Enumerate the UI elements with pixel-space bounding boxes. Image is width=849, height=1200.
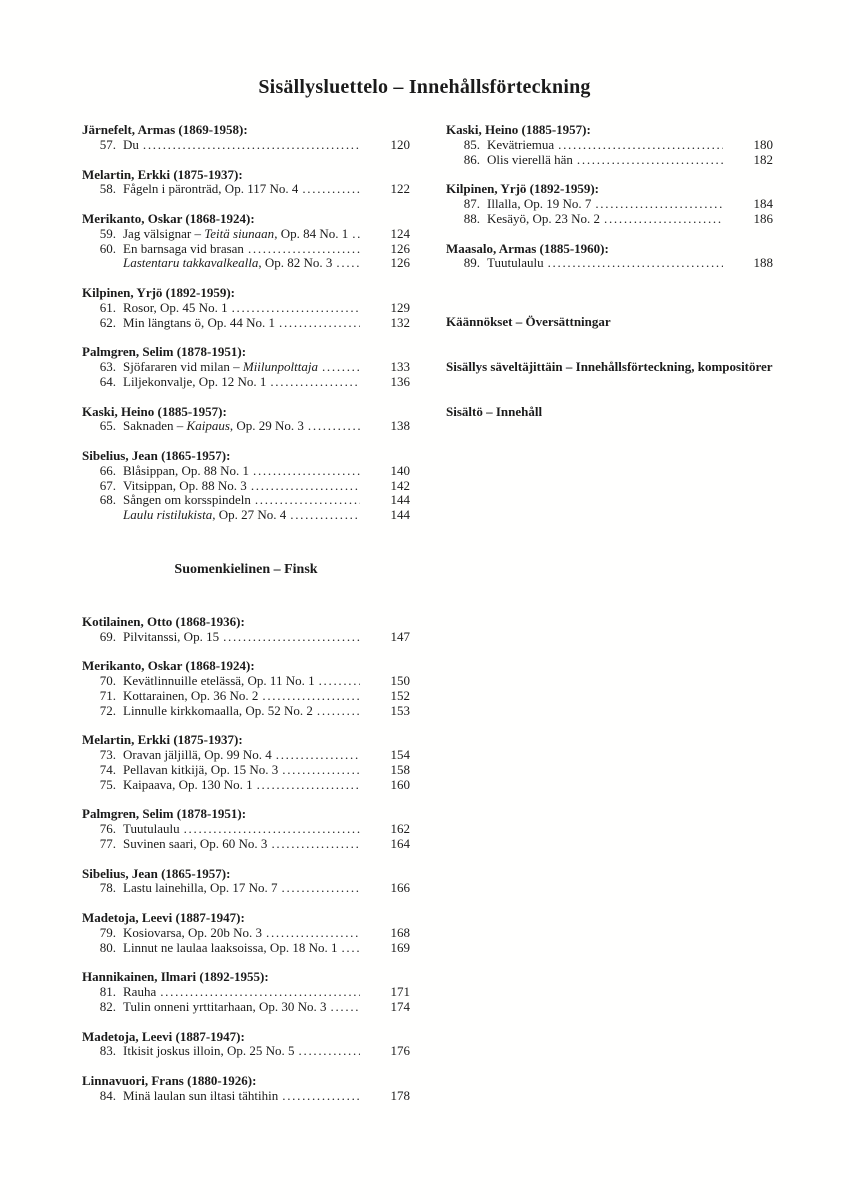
- dot-leader: [558, 138, 723, 153]
- entry-number: 67.: [99, 477, 116, 493]
- dot-leader: [143, 138, 360, 153]
- composer-header: Kaski, Heino (1885-1957):: [446, 122, 591, 137]
- entry-title: [123, 985, 156, 1000]
- dot-leader: [184, 822, 360, 837]
- toc-entry: [82, 630, 410, 645]
- entry-page-number: 162: [390, 821, 410, 836]
- entry-title: [123, 1044, 295, 1059]
- entry-number: 71.: [99, 687, 116, 703]
- entry-page-number: 153: [390, 702, 410, 718]
- entry-title: [123, 881, 278, 896]
- entry-title-text: Jag välsignar –: [123, 226, 205, 241]
- entry-number: 63.: [99, 359, 116, 374]
- composer-header: Palmgren, Selim (1878-1951):: [82, 344, 247, 360]
- composer-header: Järnefelt, Armas (1869-1958):: [82, 122, 248, 137]
- entry-page-number: 174: [390, 998, 410, 1014]
- toc-entry: [82, 1089, 410, 1104]
- entry-number: 82.: [99, 998, 116, 1014]
- toc-entry: [82, 837, 410, 852]
- dot-leader: [299, 1044, 360, 1059]
- composer-block: [82, 449, 410, 523]
- entry-title-text: Suvinen saari, Op. 60 No. 3: [123, 836, 268, 851]
- entry-title: [123, 837, 267, 852]
- dot-leader: [270, 375, 360, 390]
- toc-entry: [82, 763, 410, 778]
- dot-leader: [282, 763, 360, 778]
- composer-header: Madetoja, Leevi (1887-1947):: [82, 1028, 245, 1044]
- dot-leader: [262, 689, 360, 704]
- toc-entry: [82, 182, 410, 197]
- toc-entry: [82, 479, 410, 494]
- dot-leader: [279, 316, 360, 331]
- composer-block: [82, 168, 410, 198]
- composer-header: Sibelius, Jean (1865-1957):: [82, 865, 231, 881]
- reference-line: Käännökset – Översättningar: [446, 314, 611, 329]
- entry-title-text: , Op. 84 No. 1: [274, 226, 349, 241]
- dot-leader: [308, 419, 360, 434]
- toc-entry: [446, 212, 773, 227]
- composer-block: [82, 733, 410, 792]
- entry-title-text: Saknaden –: [123, 419, 187, 434]
- toc-entry: [82, 360, 410, 375]
- composer-block: [446, 242, 773, 272]
- entry-title: [123, 508, 286, 523]
- toc-column-left: [82, 123, 410, 1119]
- entry-number: 61.: [99, 299, 116, 315]
- entry-title: [123, 926, 262, 941]
- entry-title: [487, 256, 544, 271]
- composer-header: Kotilainen, Otto (1868-1936):: [82, 613, 245, 629]
- composer-header: Kilpinen, Yrjö (1892-1959):: [82, 285, 235, 300]
- entry-page-number: 142: [390, 477, 410, 493]
- entry-page-number: 133: [390, 359, 410, 374]
- dot-leader: [577, 153, 723, 168]
- composer-header: Palmgren, Selim (1878-1951):: [82, 806, 247, 822]
- entry-number: 84.: [99, 1087, 116, 1103]
- entry-page-number: 180: [753, 136, 773, 152]
- entry-title-italic: Teitä siunaan: [204, 226, 275, 241]
- entry-number: 72.: [99, 702, 116, 718]
- toc-entry: [82, 301, 410, 316]
- dot-leader: [251, 479, 360, 494]
- toc-entry: [82, 689, 410, 704]
- dot-leader: [276, 748, 360, 763]
- entry-title: [123, 227, 348, 242]
- section-heading: Suomenkielinen – Finsk: [174, 561, 318, 577]
- composer-block: [82, 659, 410, 718]
- toc-entry: [82, 464, 410, 479]
- composer-header: Linnavuori, Frans (1880-1926):: [82, 1073, 257, 1088]
- entry-page-number: 120: [390, 136, 410, 152]
- entry-number: 87.: [463, 196, 480, 211]
- entry-page-number: 122: [390, 181, 410, 197]
- entry-number: 79.: [99, 924, 116, 940]
- entry-title-text: Linnut ne laulaa laaksoissa, Op. 18 No. 1: [123, 940, 338, 955]
- dot-leader: [255, 493, 360, 508]
- entry-title: [123, 763, 278, 778]
- composer-block: [82, 867, 410, 897]
- entry-number: 88.: [463, 210, 480, 226]
- composer-block: [82, 345, 410, 389]
- entry-title: [123, 1089, 278, 1104]
- entry-title: [123, 256, 332, 271]
- entry-title-text: Vitsippan, Op. 88 No. 3: [123, 478, 247, 493]
- entry-title: [487, 138, 554, 153]
- composer-header: Madetoja, Leevi (1887-1947):: [82, 910, 245, 925]
- composer-header: Melartin, Erkki (1875-1937):: [82, 166, 243, 182]
- entry-page-number: 158: [390, 761, 410, 777]
- dot-leader: [322, 360, 360, 375]
- entry-title-text: Linnulle kirkkomaalla, Op. 52 No. 2: [123, 703, 313, 718]
- toc-entry: [82, 419, 410, 434]
- composer-header: Maasalo, Armas (1885-1960):: [446, 240, 609, 256]
- entry-page-number: 178: [390, 1087, 410, 1103]
- entry-number: 76.: [99, 821, 116, 836]
- entry-title: [487, 197, 591, 212]
- page-title: Sisällysluettelo – Innehållsförteckning: [258, 76, 591, 98]
- composer-block: [82, 212, 410, 271]
- entry-number: 64.: [99, 373, 116, 389]
- entry-number: 78.: [99, 880, 116, 896]
- entry-title-italic: Laulu ristilukista: [123, 508, 213, 522]
- entry-title: [123, 242, 244, 257]
- entry-title: [123, 689, 258, 704]
- entry-page-number: 168: [390, 924, 410, 940]
- composer-header: Hannikainen, Ilmari (1892-1955):: [82, 969, 269, 985]
- entry-title: [123, 704, 313, 719]
- toc-entry: [82, 1000, 410, 1015]
- composer-block: [82, 911, 410, 955]
- entry-title-text: En barnsaga vid brasan: [123, 241, 244, 256]
- toc-entry: [82, 227, 410, 242]
- entry-title-text: Sjöfararen vid milan –: [123, 360, 243, 374]
- entry-title: [123, 464, 249, 479]
- dot-leader: [595, 197, 723, 212]
- composer-header: Melartin, Erkki (1875-1937):: [82, 732, 243, 748]
- entry-title-text: Illalla, Op. 19 No. 7: [487, 197, 592, 211]
- dot-leader: [271, 837, 360, 852]
- entry-page-number: 126: [390, 255, 410, 271]
- toc-entry: [446, 138, 773, 153]
- entry-title: [487, 153, 573, 168]
- entry-number: 77.: [99, 835, 116, 851]
- composer-block: [82, 615, 410, 645]
- composer-block: [82, 807, 410, 851]
- composer-block: [82, 970, 410, 1014]
- entry-title-text: Itkisit joskus illoin, Op. 25 No. 5: [123, 1044, 295, 1059]
- toc-entry: [82, 1044, 410, 1059]
- entry-title: [123, 1000, 327, 1015]
- toc-entry: [82, 822, 410, 837]
- entry-title-text: Pellavan kitkijä, Op. 15 No. 3: [123, 762, 279, 777]
- dot-leader: [341, 941, 360, 956]
- dot-leader: [319, 674, 360, 689]
- entry-page-number: 171: [390, 984, 410, 999]
- toc-entry: [82, 985, 410, 1000]
- entry-title: [123, 419, 304, 434]
- entry-title-text: Rosor, Op. 45 No. 1: [123, 300, 228, 315]
- entry-page-number: 154: [390, 747, 410, 762]
- composer-block: [82, 123, 410, 153]
- composer-block: [82, 1074, 410, 1104]
- entry-title: [123, 674, 315, 689]
- composer-block: [446, 182, 773, 226]
- entry-title: [123, 493, 251, 508]
- toc-entry: [82, 493, 410, 508]
- entry-page-number: 164: [390, 835, 410, 851]
- dot-leader: [352, 227, 360, 242]
- entry-page-number: 132: [390, 314, 410, 330]
- composer-header: Merikanto, Oskar (1868-1924):: [82, 658, 255, 674]
- entry-title: [123, 375, 266, 390]
- dot-leader: [290, 508, 360, 523]
- toc-entry: [82, 778, 410, 793]
- entry-title-text: Kesäyö, Op. 23 No. 2: [487, 211, 601, 226]
- entry-title-text: Rauha: [123, 985, 157, 999]
- entry-title-text: Sången om korsspindeln: [123, 493, 251, 508]
- dot-leader: [282, 1089, 360, 1104]
- entry-number: 81.: [99, 984, 116, 999]
- dot-leader: [604, 212, 723, 227]
- entry-title-text: Tuutulaulu: [487, 256, 544, 271]
- entry-title-text: , Op. 82 No. 3: [258, 256, 333, 271]
- composer-block: [446, 123, 773, 167]
- entry-title-text: Kosiovarsa, Op. 20b No. 3: [123, 925, 263, 940]
- entry-title-text: Tulin onneni yrttitarhaan, Op. 30 No. 3: [123, 999, 327, 1014]
- entry-title: [123, 778, 253, 793]
- dot-leader: [336, 256, 360, 271]
- entry-page-number: 188: [753, 255, 773, 271]
- toc-entry: [82, 704, 410, 719]
- entry-page-number: 160: [390, 776, 410, 792]
- toc-entry: [446, 197, 773, 212]
- entry-number: 66.: [99, 462, 116, 478]
- entry-number: 73.: [99, 747, 116, 762]
- entry-page-number: 140: [390, 462, 410, 478]
- entry-page-number: 182: [753, 151, 773, 167]
- toc-entry-continuation: [82, 256, 410, 271]
- entry-title: [123, 138, 139, 153]
- composer-block: [82, 286, 410, 330]
- entry-number: 80.: [99, 939, 116, 955]
- entry-title-text: Kottarainen, Op. 36 No. 2: [123, 688, 259, 703]
- dot-leader: [548, 256, 723, 271]
- reference-line: Sisällys säveltäjittäin – Innehållsförteckning, kompositörer: [446, 359, 773, 374]
- entry-title: [123, 822, 180, 837]
- entry-title-text: Fågeln i päronträd, Op. 117 No. 4: [123, 182, 299, 197]
- toc-column-right: [446, 123, 773, 421]
- composer-header: Kaski, Heino (1885-1957):: [82, 403, 227, 419]
- entry-title: [487, 212, 600, 227]
- entry-number: 85.: [463, 136, 480, 152]
- composer-header: Merikanto, Oskar (1868-1924):: [82, 211, 255, 226]
- entry-title-text: Liljekonvalje, Op. 12 No. 1: [123, 374, 267, 389]
- entry-page-number: 138: [390, 418, 410, 434]
- entry-title-text: Minä laulan sun iltasi tähtihin: [123, 1088, 279, 1103]
- entry-title: [123, 748, 272, 763]
- entry-page-number: 147: [390, 628, 410, 644]
- entry-number: 83.: [99, 1043, 116, 1059]
- entry-number: 68.: [99, 492, 116, 508]
- entry-title-text: , Op. 29 No. 3: [229, 419, 304, 434]
- entry-title: [123, 316, 275, 331]
- entry-number: 86.: [463, 151, 480, 167]
- entry-page-number: 144: [390, 492, 410, 508]
- entry-title-text: , Op. 27 No. 4: [212, 508, 287, 522]
- entry-title-italic: Miilunpolttaja: [242, 360, 318, 374]
- entry-page-number: 126: [390, 240, 410, 256]
- toc-entry: [82, 242, 410, 257]
- entry-title-text: Tuutulaulu: [123, 822, 180, 836]
- entry-title-italic: Kaipaus: [186, 419, 230, 434]
- entry-title-text: Min längtans ö, Op. 44 No. 1: [123, 315, 276, 330]
- entry-number: 65.: [99, 418, 116, 434]
- entry-page-number: 166: [390, 880, 410, 896]
- entry-title-text: Kevätriemua: [487, 137, 555, 152]
- entry-page-number: 124: [390, 225, 410, 241]
- reference-line: Sisältö – Innehåll: [446, 404, 543, 419]
- composer-header: Kilpinen, Yrjö (1892-1959):: [446, 181, 599, 197]
- entry-page-number: 152: [390, 687, 410, 703]
- entry-title: [123, 360, 318, 375]
- toc-entry: [446, 153, 773, 168]
- entry-title: [123, 479, 247, 494]
- dot-leader: [257, 778, 360, 793]
- toc-entry: [82, 138, 410, 153]
- toc-entry: [82, 926, 410, 941]
- toc-entry: [82, 674, 410, 689]
- entry-title: [123, 630, 219, 645]
- toc-entry-continuation: [82, 508, 410, 523]
- entry-page-number: 176: [390, 1043, 410, 1059]
- dot-leader: [302, 182, 360, 197]
- dot-leader: [266, 926, 360, 941]
- composer-header: Sibelius, Jean (1865-1957):: [82, 448, 231, 463]
- entry-page-number: 184: [753, 196, 773, 211]
- entry-title-text: Kaipaava, Op. 130 No. 1: [123, 777, 253, 792]
- entry-title: [123, 301, 228, 316]
- toc-entry: [82, 748, 410, 763]
- dot-leader: [232, 301, 360, 316]
- entry-page-number: 150: [390, 673, 410, 688]
- dot-leader: [160, 985, 360, 1000]
- entry-title-text: Kevätlinnuille etelässä, Op. 11 No. 1: [123, 674, 315, 688]
- entry-title-italic: Lastentaru takkavalkealla: [123, 256, 259, 271]
- entry-page-number: 169: [390, 939, 410, 955]
- entry-number: 59.: [99, 225, 116, 241]
- toc-entry: [82, 316, 410, 331]
- composer-block: [82, 405, 410, 435]
- entry-page-number: 129: [390, 299, 410, 315]
- dot-leader: [253, 464, 360, 479]
- entry-page-number: 186: [753, 210, 773, 226]
- entry-number: 70.: [99, 673, 116, 688]
- entry-title-text: Olis vierellä hän: [487, 152, 573, 167]
- toc-entry: [82, 881, 410, 896]
- dot-leader: [248, 242, 360, 257]
- entry-title-text: Oravan jäljillä, Op. 99 No. 4: [123, 748, 272, 762]
- dot-leader: [317, 704, 360, 719]
- entry-title-text: Pilvitanssi, Op. 15: [123, 629, 220, 644]
- composer-block: [82, 1030, 410, 1060]
- dot-leader: [331, 1000, 360, 1015]
- toc-entry: [82, 375, 410, 390]
- entry-number: 74.: [99, 761, 116, 777]
- entry-page-number: 144: [390, 507, 410, 522]
- entry-number: 75.: [99, 776, 116, 792]
- entry-title: [123, 182, 298, 197]
- entry-number: 62.: [99, 314, 116, 330]
- dot-leader: [282, 881, 360, 896]
- entry-title-text: Du: [123, 137, 139, 152]
- entry-title: [123, 941, 337, 956]
- dot-leader: [223, 630, 360, 645]
- toc-entry: [82, 941, 410, 956]
- entry-number: 60.: [99, 240, 116, 256]
- entry-page-number: 136: [390, 373, 410, 389]
- toc-entry: [446, 256, 773, 271]
- entry-number: 89.: [463, 255, 480, 271]
- entry-number: 58.: [99, 181, 116, 197]
- entry-number: 69.: [99, 628, 116, 644]
- entry-title-text: Blåsippan, Op. 88 No. 1: [123, 463, 250, 478]
- entry-title-text: Lastu lainehilla, Op. 17 No. 7: [123, 881, 278, 896]
- entry-number: 57.: [99, 136, 116, 152]
